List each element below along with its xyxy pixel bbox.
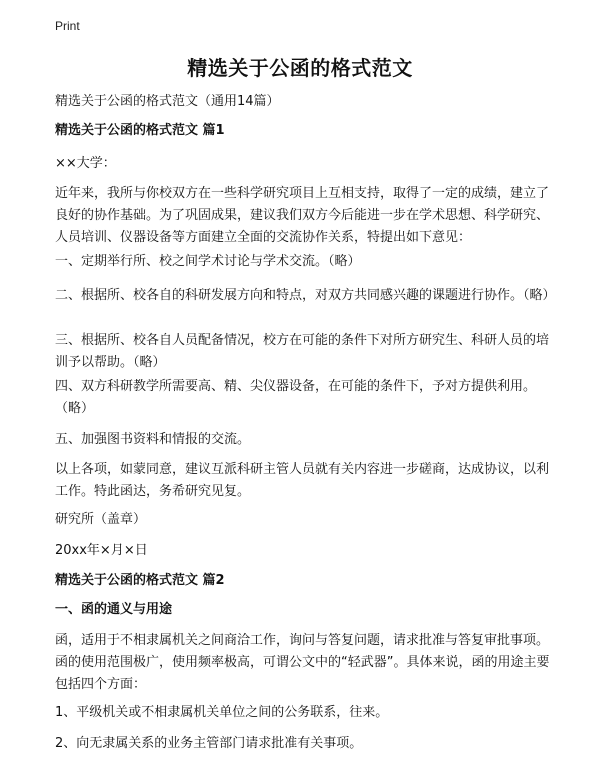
document-title: 精选关于公函的格式范文 [187, 56, 413, 80]
document-subtitle: 精选关于公函的格式范文（通用14篇） [55, 94, 280, 109]
print-label[interactable]: Print [55, 19, 80, 33]
section2-subheading: 一、函的通义与用途 [55, 602, 173, 617]
section1-item2: 二、根据所、校各自的科研发展方向和特点，对双方共同感兴趣的课题进行协作。（略） [55, 288, 556, 303]
section2-heading: 精选关于公函的格式范文 篇2 [55, 573, 225, 588]
section1-item5: 五、加强图书资料和情报的交流。 [55, 432, 251, 447]
section2-item2: 2、向无隶属关系的业务主管部门请求批准有关事项。 [55, 736, 363, 751]
section1-salutation: ××大学： [55, 156, 116, 171]
section1-intro: 近年来，我所与你校双方在一些科学研究项目上互相支持，取得了一定的成绩，建立了良好的协作基础。为了巩固成果，建议我们双方今后能进一步在学术思想、科学研究、人员培训、仪器设备等方面建立全面的交流协作关系，特提出如下意见： [55, 186, 550, 245]
section1-item1: 一、定期举行所、校之间学术讨论与学术交流。（略） [55, 254, 361, 269]
section1-item4: 四、双方科研教学所需要高、精、尖仪器设备，在可能的条件下，予对方提供利用。（略） [55, 379, 537, 416]
section2-para1: 函，适用于不相隶属机关之间商洽工作，询问与答复问题，请求批准与答复审批事项。函的使用范围极广，使用频率极高，可谓公文中的“轻武器”。具体来说，函的用途主要包括四个方面： [55, 633, 550, 692]
section1-signature: 研究所（盖章） [55, 512, 147, 527]
section1-date: 20xx年×月×日 [55, 543, 148, 558]
section1-item3: 三、根据所、校各自人员配备情况，校方在可能的条件下对所方研究生、科研人员的培训予以帮助。（略） [55, 333, 550, 370]
section1-closing: 以上各项，如蒙同意，建议互派科研主管人员就有关内容进一步磋商，达成协议，以利工作。特此函达，务希研究见复。 [55, 462, 550, 499]
section2-item1: 1、平级机关或不相隶属机关单位之间的公务联系，往来。 [55, 705, 389, 720]
section1-heading: 精选关于公函的格式范文 篇1 [55, 123, 225, 138]
